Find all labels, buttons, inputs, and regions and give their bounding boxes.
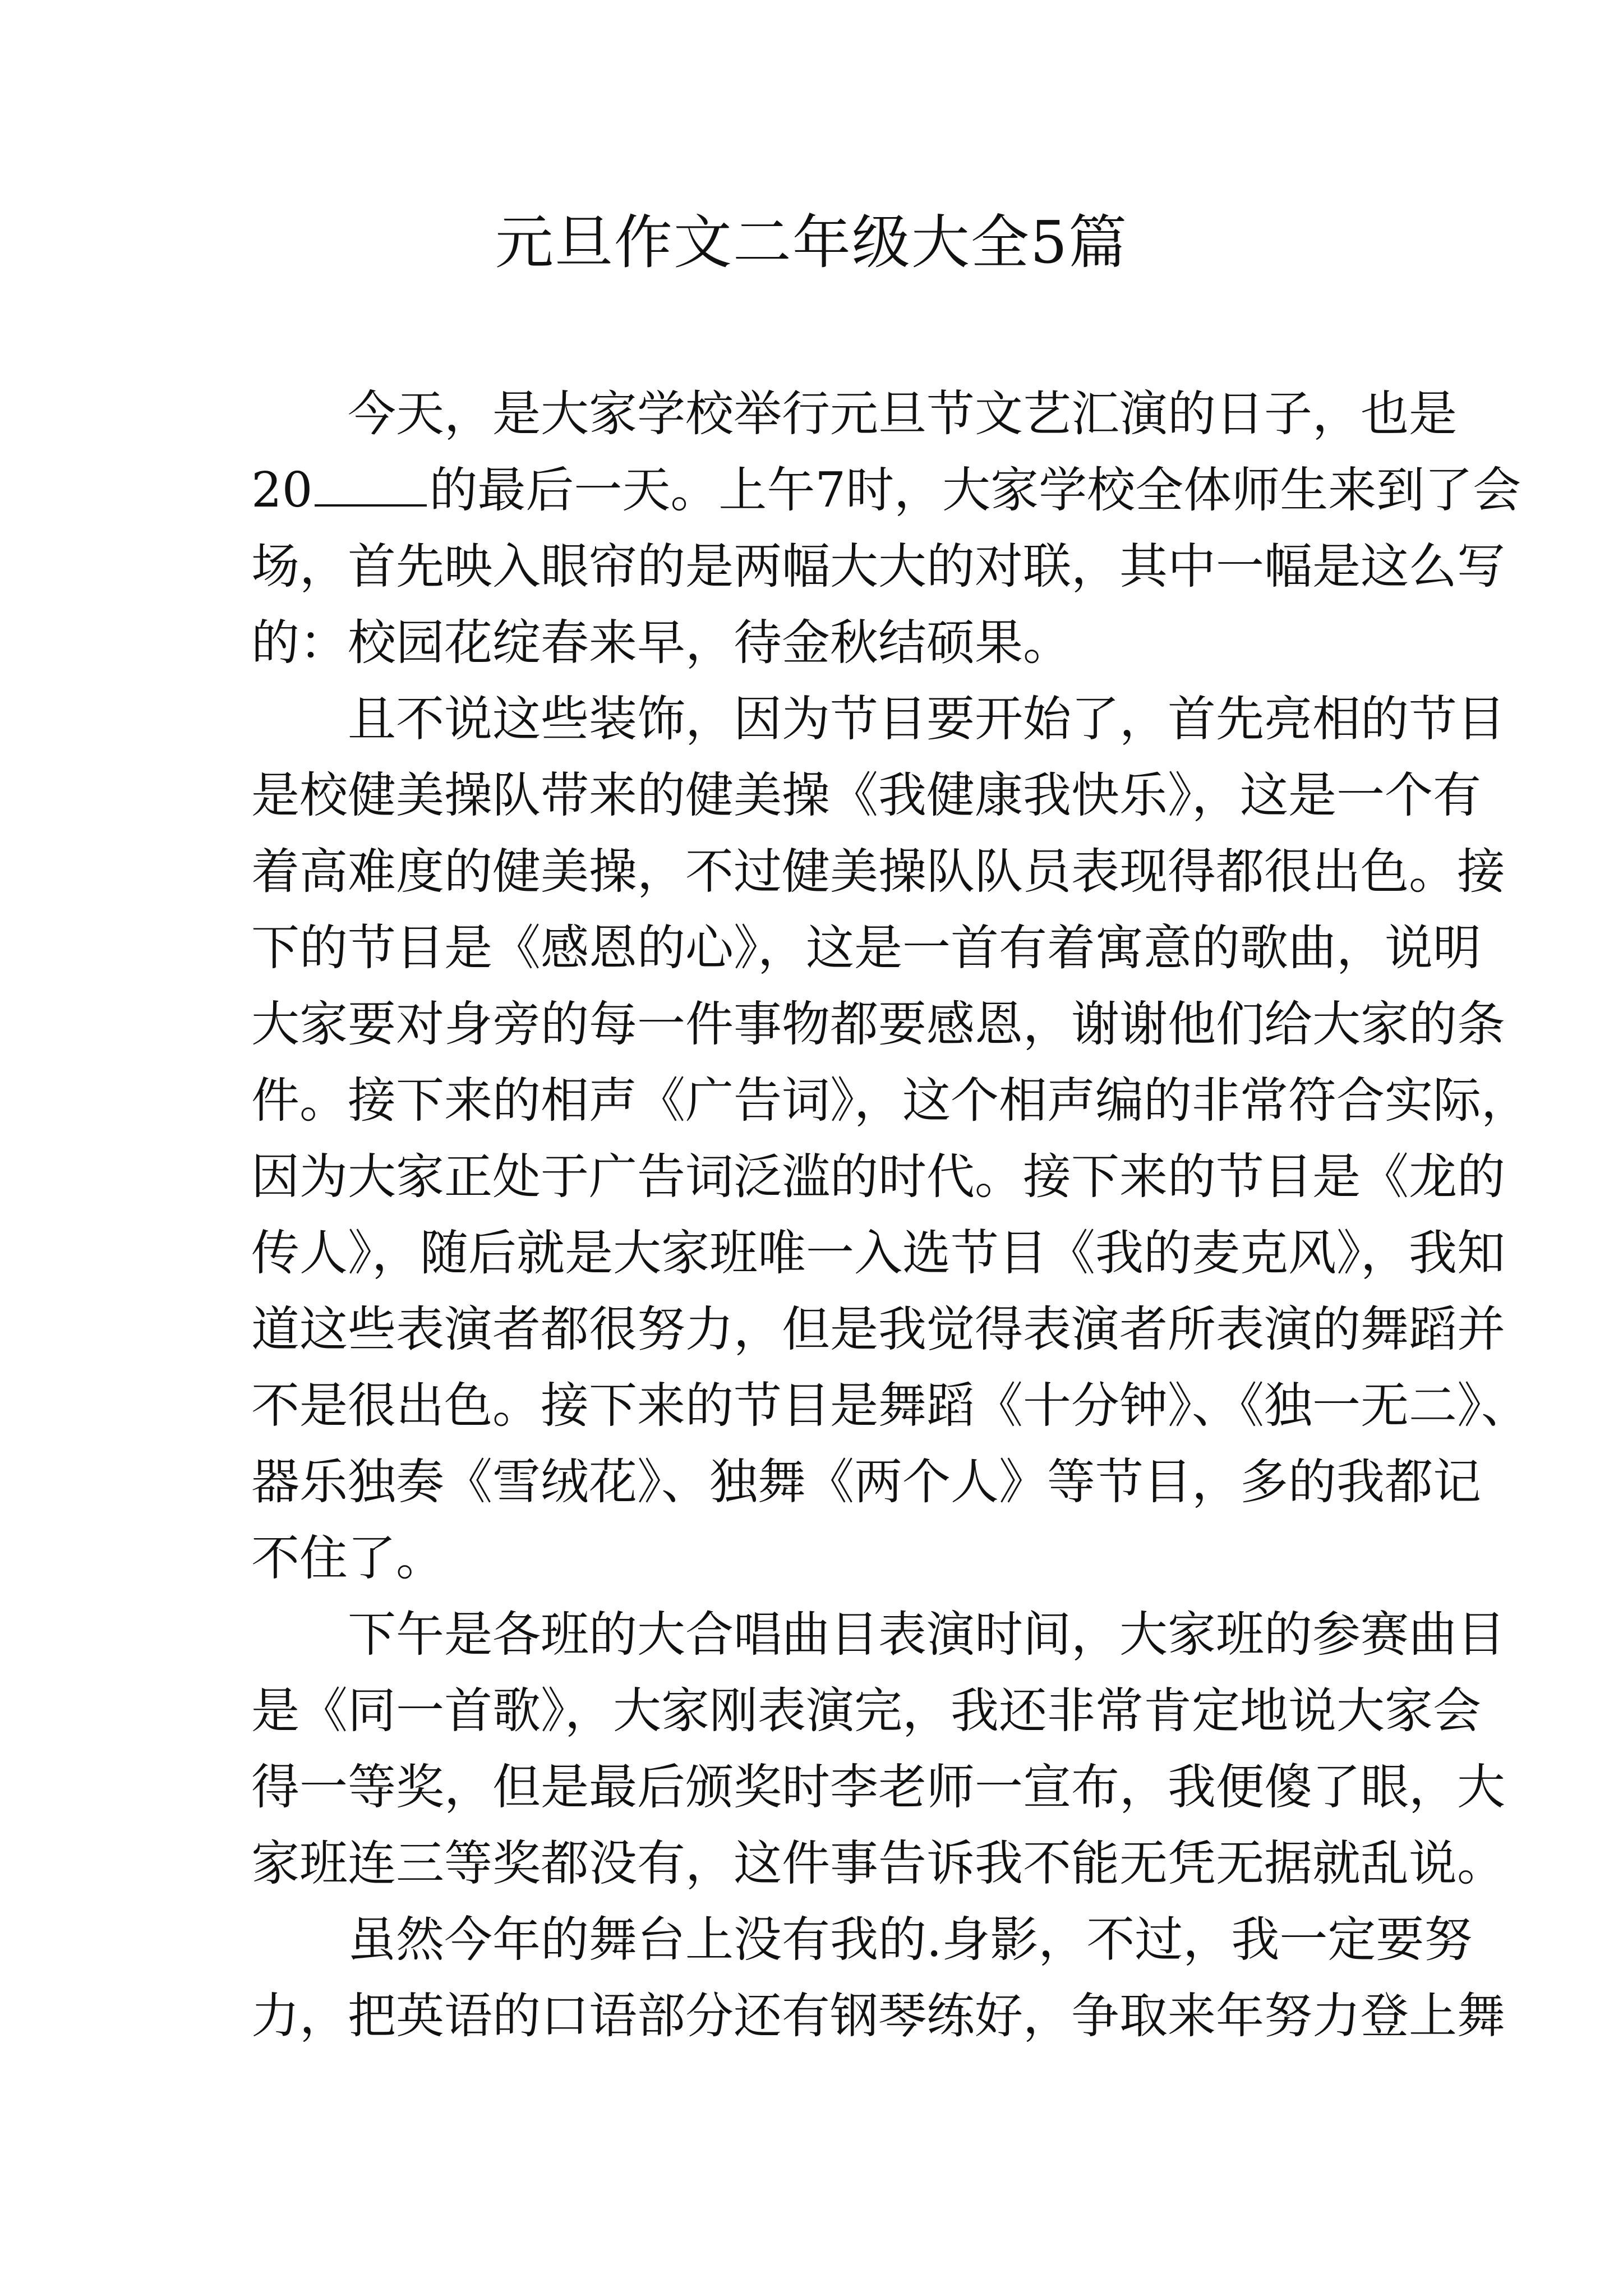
paragraph bbox=[251, 1902, 1505, 2054]
text-line: 是校健美操队带来的健美操《我健康我快乐》，这是一个有 bbox=[251, 767, 1481, 823]
blank-underline bbox=[315, 463, 427, 507]
text-line: 虽然今年的舞台上没有我的.身影，不过，我一定要努 bbox=[348, 1912, 1473, 1968]
text-line bbox=[251, 452, 1521, 528]
paragraph bbox=[251, 1596, 1505, 1902]
text-line: 着高难度的健美操，不过健美操队队员表现得都很出色。接 bbox=[251, 844, 1505, 900]
text-line: 家班连三等奖都没有，这件事告诉我不能无凭无据就乱说。 bbox=[251, 1835, 1505, 1892]
text-line: 的：校园花绽春来早，待金秋结硕果。 bbox=[251, 615, 1071, 671]
text-line: 大家要对身旁的每一件事物都要感恩，谢谢他们给大家的条 bbox=[251, 996, 1505, 1052]
text-line: 不是很出色。接下来的节目是舞蹈《十分钟》、《独一无二》、 bbox=[251, 1378, 1529, 1434]
text-line: 力，把英语的口语部分还有钢琴练好，争取来年努力登上舞 bbox=[251, 1988, 1505, 2044]
document-title: 元旦作文二年级大全5篇 bbox=[495, 208, 1128, 277]
text-line: 件。接下来的相声《广告词》，这个相声编的非常符合实际， bbox=[251, 1073, 1529, 1129]
text-line: 且不说这些装饰，因为节目要开始了，首先亮相的节目 bbox=[348, 691, 1505, 747]
text-line: 道这些表演者都很努力，但是我觉得表演者所表演的舞蹈并 bbox=[251, 1301, 1505, 1358]
text-line: 下午是各班的大合唱曲目表演时间，大家班的参赛曲目 bbox=[348, 1607, 1505, 1663]
text-line: 下的节目是《感恩的心》，这是一首有着寓意的歌曲，说明 bbox=[251, 920, 1481, 976]
text-line: 传人》，随后就是大家班唯一入选节目《我的麦克风》，我知 bbox=[251, 1225, 1505, 1281]
paragraph bbox=[251, 681, 1529, 1596]
paragraph bbox=[251, 376, 1521, 681]
text-line: 得一等奖，但是最后颁奖时李老师一宣布，我便傻了眼，大 bbox=[251, 1759, 1505, 1815]
document-body bbox=[251, 376, 1529, 2054]
text-line: 不住了。 bbox=[251, 1530, 444, 1586]
text-line: 场，首先映入眼帘的是两幅大大的对联，其中一幅是这么写 bbox=[251, 539, 1505, 595]
text-line: 器乐独奏《雪绒花》、独舞《两个人》等节目，多的我都记 bbox=[251, 1454, 1481, 1510]
text-line: 是《同一首歌》，大家刚表演完，我还非常肯定地说大家会 bbox=[251, 1683, 1481, 1739]
line-remainder: 的最后一天。上午7时，大家学校全体师生来到了会 bbox=[429, 462, 1521, 518]
text-line: 今天，是大家学校举行元旦节文艺汇演的日子，也是 bbox=[348, 386, 1457, 442]
text-line: 因为大家正处于广告词泛滥的时代。接下来的节目是《龙的 bbox=[251, 1149, 1505, 1205]
year-prefix: 20 bbox=[251, 462, 313, 518]
